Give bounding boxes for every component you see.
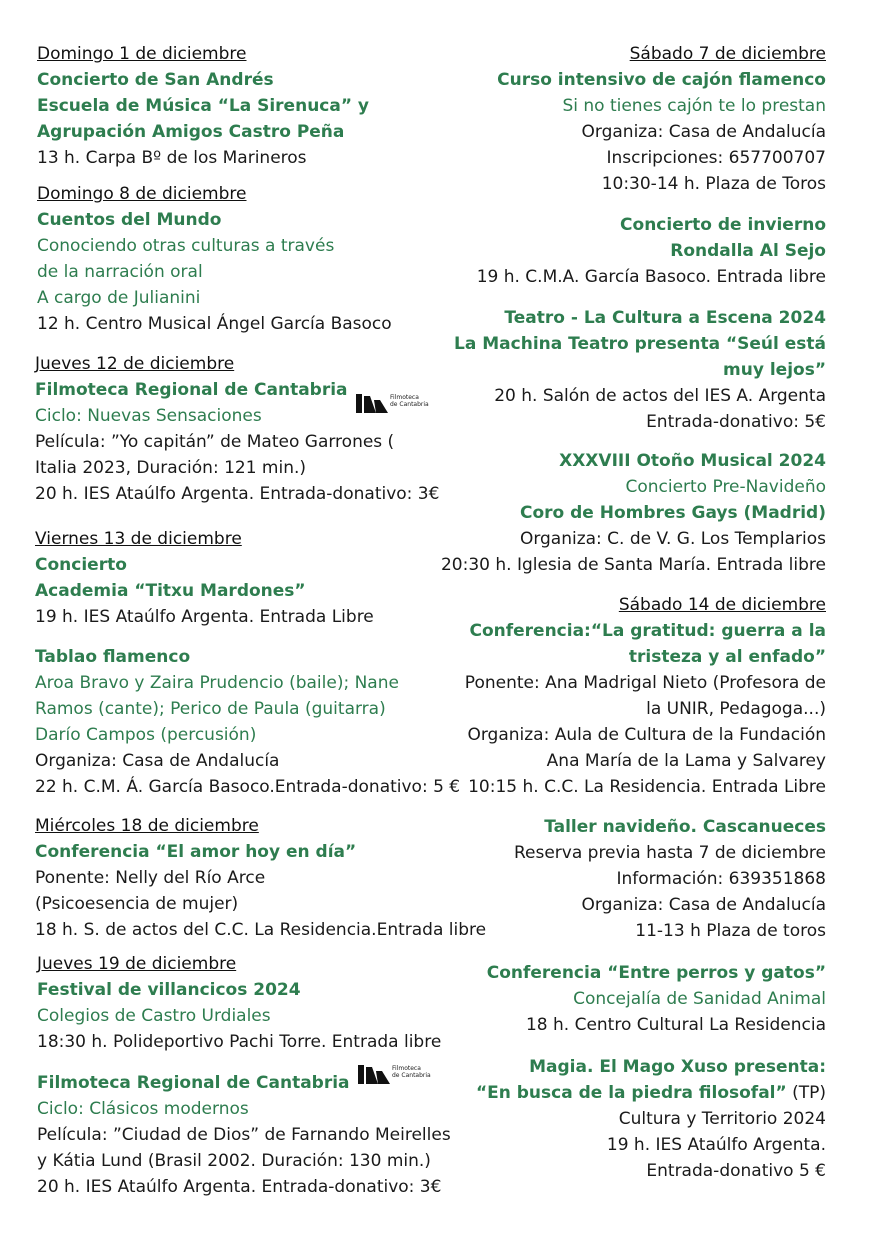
filmoteca-logo-icon (358, 1063, 392, 1085)
event-date: Domingo 1 de diciembre (37, 44, 247, 64)
event-concierto-invierno (477, 212, 826, 290)
event-info: Organiza: C. de V. G. Los Templarios (519, 529, 826, 549)
event-dec18-conferencia (35, 813, 486, 943)
event-info: 11-13 h Plaza de toros (635, 921, 826, 941)
event-title: Taller navideño. Cascanueces (544, 817, 826, 837)
event-info: Información: 639351868 (616, 869, 826, 889)
event-title-bold: “En busca de la piedra filosofal” (475, 1083, 787, 1103)
event-detail: Concierto Pre-Navideño (625, 477, 826, 497)
filmoteca-logo (358, 1063, 440, 1087)
event-dec14-conferencia-gratitud (465, 592, 826, 800)
event-info: Ana María de la Lama y Salvarey (546, 751, 826, 771)
event-date: Jueves 19 de diciembre (37, 954, 237, 974)
event-info: Película: ”Ciudad de Dios” de Farnando Meirelles (37, 1125, 451, 1145)
event-date: Jueves 12 de diciembre (35, 354, 235, 374)
event-title: Tablao flamenco (35, 647, 191, 667)
event-teatro-cultura-escena (454, 305, 826, 435)
event-detail: Ramos (cante); Perico de Paula (guitarra) (35, 699, 386, 719)
event-title: XXXVIII Otoño Musical 2024 (559, 451, 826, 471)
event-info: y Kátia Lund (Brasil 2002. Duración: 130 min.) (37, 1151, 431, 1171)
event-info: 19 h. C.M.A. García Basoco. Entrada libre (476, 267, 826, 287)
event-info: 19 h. IES Ataúlfo Argenta. Entrada Libre (35, 607, 374, 627)
event-info: 19 h. IES Ataúlfo Argenta. (606, 1135, 826, 1155)
event-info: Inscripciones: 657700707 (606, 148, 826, 168)
event-info: 20 h. Salón de actos del IES A. Argenta (494, 386, 826, 406)
event-title: Conferencia “Entre perros y gatos” (486, 963, 826, 983)
event-info: Ponente: Ana Madrigal Nieto (Profesora de (464, 673, 826, 693)
event-info: Película: ”Yo capitán” de Mateo Garrones ( (35, 432, 395, 452)
event-info: Ponente: Nelly del Río Arce (35, 868, 266, 888)
filmoteca-logo (356, 392, 438, 416)
event-title: Coro de Hombres Gays (Madrid) (520, 503, 826, 523)
event-title: Concierto de San Andrés (37, 70, 274, 90)
filmoteca-logo-text: Filmoteca de Cantabria (392, 1065, 431, 1079)
event-date: Viernes 13 de diciembre (35, 529, 242, 549)
event-info: 20 h. IES Ataúlfo Argenta. Entrada-donativo: 3€ (37, 1177, 442, 1197)
event-title: muy lejos” (723, 360, 826, 380)
event-info: 10:15 h. C.C. La Residencia. Entrada Libre (468, 777, 826, 797)
event-date: Sábado 7 de diciembre (629, 44, 826, 64)
event-dec19-filmoteca (37, 1070, 451, 1200)
event-info: 12 h. Centro Musical Ángel García Basoco (37, 314, 392, 334)
event-info: Organiza: Casa de Andalucía (35, 751, 280, 771)
event-title-suffix: (TP) (786, 1083, 826, 1103)
event-title: Rondalla Al Sejo (670, 241, 826, 261)
event-magia-mago-xuso (476, 1054, 826, 1184)
event-info: Organiza: Aula de Cultura de la Fundación (467, 725, 826, 745)
event-info: Italia 2023, Duración: 121 min.) (35, 458, 307, 478)
event-title: Concierto (35, 555, 127, 575)
event-date: Domingo 8 de diciembre (37, 184, 247, 204)
event-dec7-cajon-flamenco (497, 41, 826, 197)
event-info: Organiza: Casa de Andalucía (581, 895, 826, 915)
event-title: Teatro - La Cultura a Escena 2024 (504, 308, 826, 328)
event-dec13-tablao-flamenco (35, 644, 460, 800)
event-dec19-villancicos (37, 951, 441, 1055)
event-title: Conferencia “El amor hoy en día” (35, 842, 357, 862)
event-title: Festival de villancicos 2024 (37, 980, 301, 1000)
event-info: Entrada-donativo: 5€ (646, 412, 826, 432)
event-date: Sábado 14 de diciembre (618, 595, 826, 615)
event-info: (Psicoesencia de mujer) (35, 894, 239, 914)
event-detail: de la narración oral (37, 262, 203, 282)
event-otono-musical (441, 448, 826, 578)
filmoteca-logo-icon (356, 392, 390, 414)
event-detail: Concejalía de Sanidad Animal (573, 989, 826, 1009)
event-info: 18 h. S. de actos del C.C. La Residencia.Entrada libre (35, 920, 487, 940)
event-detail: A cargo de Julianini (37, 288, 201, 308)
event-title: Filmoteca Regional de Cantabria (37, 1073, 350, 1093)
event-title: Conferencia:“La gratitud: guerra a la (469, 621, 826, 641)
event-info: Organiza: Casa de Andalucía (581, 122, 826, 142)
event-detail: Darío Campos (percusión) (35, 725, 257, 745)
event-title: La Machina Teatro presenta “Seúl está (454, 334, 826, 354)
event-detail: Conociendo otras culturas a través (37, 236, 335, 256)
event-dec8-cuentos-del-mundo (37, 181, 392, 337)
event-detail: Aroa Bravo y Zaira Prudencio (baile); Nane (35, 673, 399, 693)
event-title: Concierto de invierno (620, 215, 826, 235)
event-info: 20:30 h. Iglesia de Santa María. Entrada libre (440, 555, 826, 575)
event-title: Magia. El Mago Xuso presenta: (529, 1057, 826, 1077)
event-info: 10:30-14 h. Plaza de Toros (601, 174, 826, 194)
event-info: Cultura y Territorio 2024 (618, 1109, 826, 1129)
event-title: Agrupación Amigos Castro Peña (37, 122, 345, 142)
event-title: Escuela de Música “La Sirenuca” y (37, 96, 370, 116)
event-dec1-concierto-san-andres (37, 41, 369, 171)
event-detail: Si no tienes cajón te lo prestan (562, 96, 826, 116)
event-title: Curso intensivo de cajón flamenco (497, 70, 826, 90)
event-dec12-filmoteca (35, 351, 439, 507)
event-detail: Ciclo: Clásicos modernos (37, 1099, 249, 1119)
event-title: tristeza y al enfado” (628, 647, 826, 667)
event-conferencia-perros-gatos (487, 960, 826, 1038)
event-info: Reserva previa hasta 7 de diciembre (513, 843, 826, 863)
event-info: 18 h. Centro Cultural La Residencia (525, 1015, 826, 1035)
event-info: 20 h. IES Ataúlfo Argenta. Entrada-donativo: 3€ (35, 484, 440, 504)
event-info: 18:30 h. Polideportivo Pachi Torre. Entrada libre (37, 1032, 442, 1052)
event-detail: Colegios de Castro Urdiales (37, 1006, 271, 1026)
event-detail: Ciclo: Nuevas Sensaciones (35, 406, 262, 426)
event-taller-cascanueces (514, 814, 826, 944)
event-dec13-concierto (35, 526, 374, 630)
event-info: Entrada-donativo 5 € (646, 1161, 826, 1181)
filmoteca-logo-text: Filmoteca de Cantabria (390, 394, 429, 408)
event-date: Miércoles 18 de diciembre (35, 816, 259, 836)
event-info: 13 h. Carpa Bº de los Marineros (37, 148, 307, 168)
event-title: Cuentos del Mundo (37, 210, 222, 230)
event-info: la UNIR, Pedagoga...) (646, 699, 826, 719)
event-title: Filmoteca Regional de Cantabria (35, 380, 348, 400)
event-info: 22 h. C.M. Á. García Basoco.Entrada-donativo: 5 € (35, 777, 461, 797)
event-title: Academia “Titxu Mardones” (35, 581, 306, 601)
event-title-line (476, 1080, 826, 1106)
